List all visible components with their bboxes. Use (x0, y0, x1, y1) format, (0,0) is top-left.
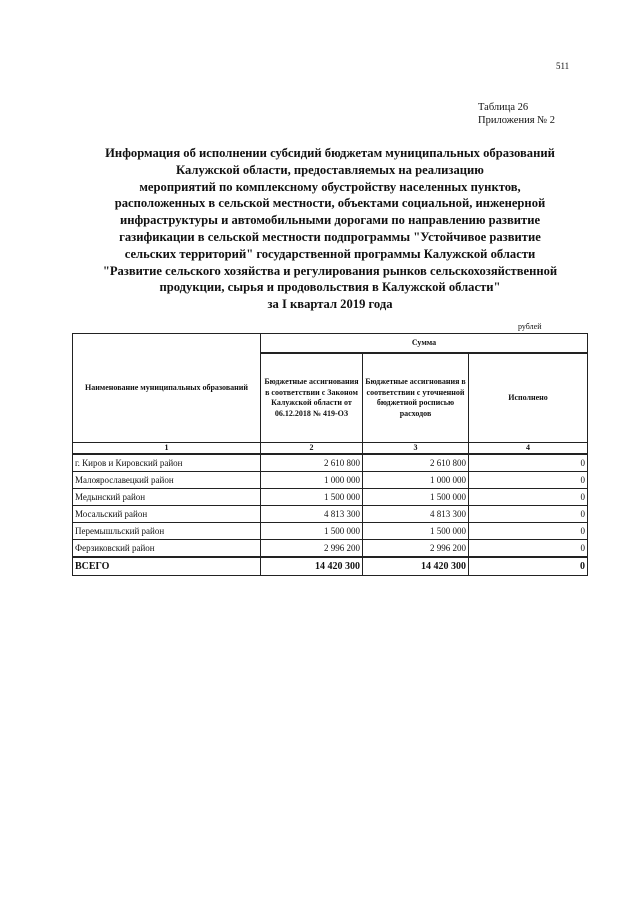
executed-amount: 0 (469, 506, 588, 523)
column-header-revised-allocations: Бюджетные ассигнования в соответствии с уточненной бюджетной росписью расходов (363, 353, 469, 442)
planned-amount: 1 000 000 (261, 472, 363, 489)
table-row (73, 506, 588, 523)
revised-amount: 4 813 300 (363, 506, 469, 523)
document-title (70, 145, 590, 313)
column-number: 3 (363, 443, 469, 455)
planned-amount: 2 996 200 (261, 540, 363, 558)
table-row (73, 489, 588, 506)
title-line: Информация об исполнении субсидий бюджетам муниципальных образований (105, 146, 555, 160)
title-line: за I квартал 2019 года (267, 297, 393, 312)
revised-amount: 1 500 000 (363, 489, 469, 506)
subsidy-table (72, 333, 588, 576)
revised-amount: 1 500 000 (363, 523, 469, 540)
executed-amount: 0 (469, 489, 588, 506)
column-header-municipality: Наименование муниципальных образований (73, 334, 261, 443)
planned-amount: 2 610 800 (261, 454, 363, 472)
title-line: сельских территорий" государственной программы Калужской области (124, 246, 536, 261)
revised-amount: 1 000 000 (363, 472, 469, 489)
table-label: Таблица 26 (478, 102, 529, 113)
executed-amount: 0 (469, 540, 588, 558)
planned-amount: 1 500 000 (261, 489, 363, 506)
revised-amount: 2 610 800 (363, 454, 469, 472)
executed-amount: 0 (469, 454, 588, 472)
municipality-name: Медынский район (73, 489, 261, 506)
table-row (73, 472, 588, 489)
total-row (73, 557, 588, 576)
title-line: "Развитие сельского хозяйства и регулирования рынков сельскохозяйственной (102, 263, 558, 278)
municipality-name: Ферзиковский район (73, 540, 261, 558)
units-label: рублей (518, 322, 542, 331)
table-row (73, 454, 588, 472)
total-planned-amount: 14 420 300 (261, 557, 363, 576)
title-line: Калужской области, предоставляемых на реализацию (176, 162, 484, 177)
municipality-name: Малоярославецкий район (73, 472, 261, 489)
table-row (73, 540, 588, 558)
municipality-name: Мосальский район (73, 506, 261, 523)
municipality-name: Перемышльский район (73, 523, 261, 540)
total-revised-amount: 14 420 300 (363, 557, 469, 576)
column-header-law-allocations: Бюджетные ассигнования в соответствии с Законом Калужской области от 06.12.2018 № 419-ОЗ (261, 353, 363, 442)
title-line: мероприятий по комплексному обустройству населенных пунктов, (139, 179, 521, 194)
column-number: 1 (73, 443, 261, 455)
appendix-label: Приложения № 2 (478, 115, 556, 126)
executed-amount: 0 (469, 523, 588, 540)
executed-amount: 0 (469, 472, 588, 489)
page-number: 511 (556, 61, 570, 71)
planned-amount: 4 813 300 (261, 506, 363, 523)
title-line: продукции, сырья и продовольствия в Калужской области" (159, 280, 501, 295)
table-row (73, 523, 588, 540)
column-number: 4 (469, 443, 588, 455)
total-executed-amount: 0 (469, 557, 588, 576)
municipality-name: г. Киров и Кировский район (73, 454, 261, 472)
revised-amount: 2 996 200 (363, 540, 469, 558)
title-line: расположенных в сельской местности, объектами социальной, инженерной (114, 196, 546, 211)
title-line: газификации в сельской местности подпрограммы "Устойчивое развитие (119, 229, 541, 244)
column-header-sum: Сумма (261, 334, 588, 354)
total-label: ВСЕГО (73, 557, 261, 576)
table-reference (478, 101, 555, 127)
column-header-executed: Исполнено (469, 353, 588, 442)
title-line: инфраструктуры и автомобильными дорогами по направлению развитие (119, 213, 541, 228)
planned-amount: 1 500 000 (261, 523, 363, 540)
column-number: 2 (261, 443, 363, 455)
